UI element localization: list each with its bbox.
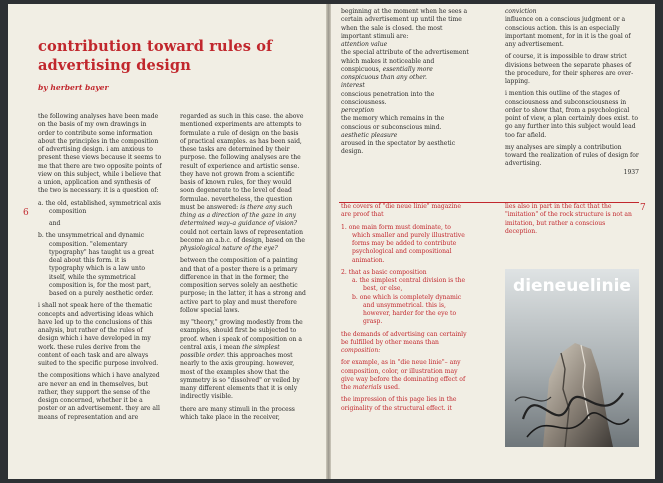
- author-byline: by herbert bayer: [38, 83, 109, 92]
- right-column-1-bottom: [341, 203, 471, 413]
- list-item: 1. one main form must dominate, to which smaller and purely illustrative forms may be added to contribute psychological and compositional animation.: [341, 223, 465, 264]
- paragraph: for example, as in "die neue linie"– any composition, color, or illustration may give way before the dominating effect of the materials used.: [341, 359, 466, 391]
- page-number-right: 7: [640, 203, 646, 213]
- paragraph: my analyses are simply a contribution toward the realization of rules of design for advertising.: [505, 143, 639, 168]
- subheading: attention value: [341, 41, 388, 48]
- paragraph: there are many stimuli in the process which take place in the receiver,: [180, 405, 295, 421]
- left-column-2: [180, 113, 306, 422]
- paragraph: the memory which remains in the conscious or subconscious mind.: [341, 115, 445, 131]
- subheading: interest: [341, 82, 365, 90]
- year: 1937: [623, 168, 639, 176]
- paragraph: i shall not speak here of the thematic concepts and advertising ideas which have led up to the conclusions of this analysis, but rather of the rules of design which i have developed in my work. these rules derive from the content of each task and are always suited to the specific purpose involved.: [38, 302, 159, 367]
- magazine-cover-image: [505, 269, 639, 447]
- right-column-1-top: [341, 8, 471, 157]
- list-item: 2. that as basic composition: [341, 268, 427, 276]
- right-column-2-bottom: [505, 203, 639, 236]
- subheading: conviction: [505, 8, 537, 15]
- subheading: aesthetic pleasure: [341, 131, 398, 139]
- paragraph: aroused in the spectator by aesthetic design.: [341, 140, 456, 156]
- paragraph: the demands of advertising can certainly be fulfilled by other means than composition:: [341, 330, 467, 354]
- paragraph: conscious penetration into the consciousness.: [341, 90, 435, 106]
- paragraph: lies also in part in the fact that the "imitation" of the rock structure is not an imitation, but rather a conscious deception.: [505, 203, 632, 235]
- paragraph: the following analyses have been made on the basis of my own drawings in order to contribute some information about the principles in the composition of advertising design. i am anxious to present these views because it seems to me that there are two opposite points of view on this subject, while i believe that a union, application and synthesis of the two is necessary. it is a question of:: [38, 113, 162, 195]
- paragraph: regarded as such in this case. the above mentioned experiments are attempts to formulate a rule of design on the basis of practical examples. as has been said, these tasks are determined by their purpose. the following analyses are the result of experience and artistic sense. they have not grown from a scientific basis of known rules, for they would soon degenerate to the level of dead formulae. nevertheless, the question must be answered: is there any such thing as a direction of the gaze in any determined way–a guidance of vision? could not certain laws of representation become an a.b.c. of design, based on the physiological nature of the eye?: [180, 113, 305, 252]
- paragraph: beginning at the moment when he sees a certain advertisement up until the time when the sale is closed. the most important stimuli are:: [341, 8, 468, 40]
- paragraph: the compositions which i have analyzed are never an end in themselves, but rather, they support the sense of the design concerned, whether it be a poster or an advertisement. they are all means of representation and are: [38, 372, 160, 421]
- right-page: [331, 4, 655, 479]
- paragraph: i mention this outline of the stages of consciousness and subconsciousness in order to show that, from a psychological point of view, a plan certainly does exist. to go any further into this subject would lead too far afield.: [505, 90, 638, 139]
- list-item: b. the unsymmetrical and dynamic composition. "elementary typography" has taught us a great deal about this form. it is typography which is a law unto itself, while the symmetrical composition is, for the most part, based on a purely aesthetic order.: [38, 232, 155, 297]
- paragraph: influence on a conscious judgment or a conscious action. this is an especially important moment, for in it is the goal of any advertisement.: [505, 16, 631, 48]
- cover-title: dieneuelinie: [513, 276, 631, 296]
- paragraph: the covers of "die neue linie" magazine are proof that: [341, 203, 461, 219]
- right-column-2-top: [505, 8, 639, 177]
- paragraph: the impression of this page lies in the originality of the structural effect. it: [341, 396, 457, 412]
- page-number-left: 6: [23, 208, 29, 218]
- list-item: a. the simplest central division is the best, or else,: [352, 277, 466, 293]
- list-item: b. one which is completely dynamic and unsymmetrical. this is, however, harder for the eye to grasp.: [352, 293, 462, 326]
- article-title: contribution toward rules of advertising design: [38, 38, 273, 74]
- left-column-1: [38, 113, 162, 422]
- paragraph: of course, it is impossible to draw strict divisions between the separate phases of the procedure, for their spheres are over-lapping.: [505, 53, 634, 85]
- paragraph: and: [49, 220, 61, 227]
- list-item: a. the old, established, symmetrical axis composition: [38, 199, 162, 215]
- paragraph: between the composition of a painting and that of a poster there is a primary difference in that in the former, the composition serves solely an aesthetic purpose; in the latter, it has a strong and active part to play and must therefore follow special laws.: [180, 257, 306, 314]
- subheading: perception: [341, 107, 375, 114]
- paragraph: the special attribute of the advertisement which makes it noticeable and conspicuous, essentially more conspicuous than any other.: [341, 49, 469, 81]
- paragraph: my "theory," growing modestly from the examples, should first be subjected to proof. when i speak of composition on a central axis, i mean the simplest possible order. this approaches most nearly to the axis grouping. however, most of the examples show that the symmetry is so "dissolved" or veiled by many different elements that it is only indirectly visible.: [180, 319, 303, 401]
- cover-artwork: [505, 269, 639, 447]
- left-page: [8, 4, 326, 479]
